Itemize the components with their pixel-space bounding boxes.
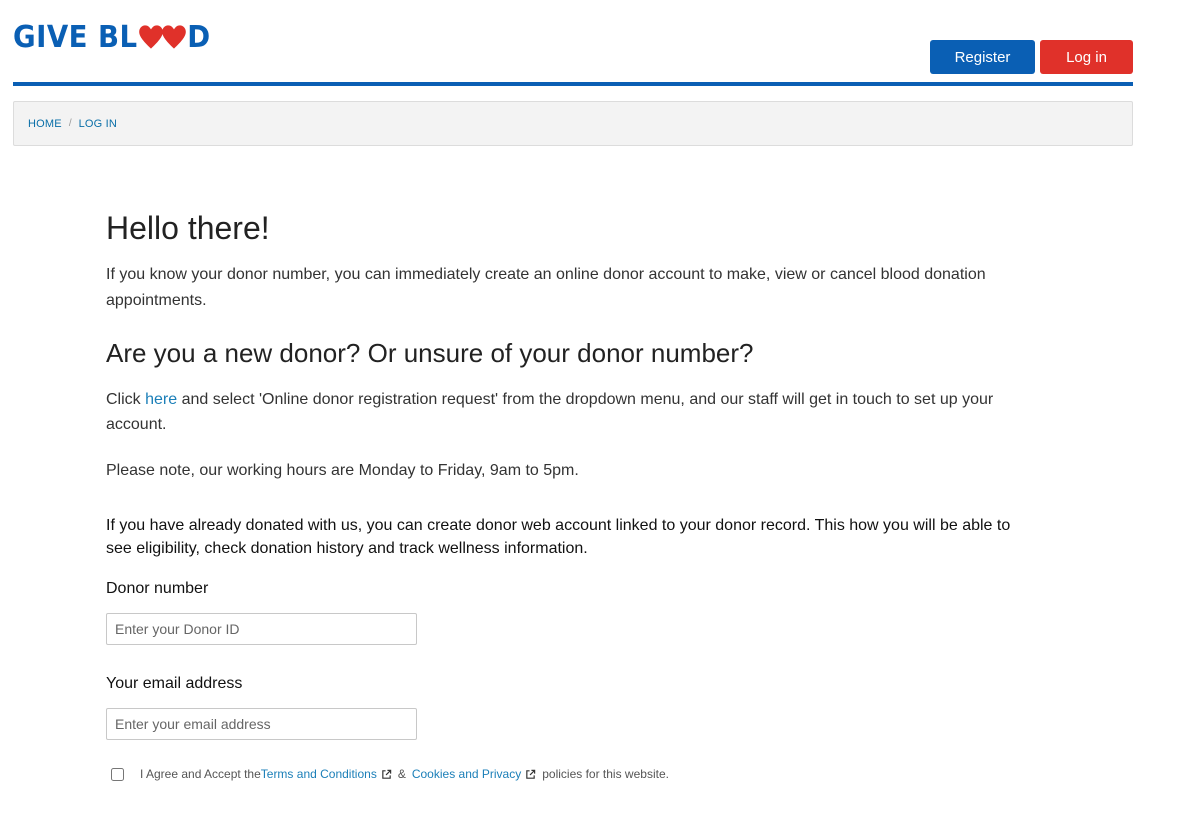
heart-icon [139, 24, 165, 50]
register-button[interactable]: Register [930, 40, 1035, 74]
donor-id-input[interactable] [106, 613, 417, 645]
breadcrumb-home-link[interactable]: HOME [28, 117, 62, 130]
click-prefix: Click [106, 391, 146, 408]
site-header [13, 0, 1133, 86]
heart-icon [162, 24, 188, 50]
existing-donor-text: If you have already donated with us, you can create donor web account linked to your donor record. This how you will be able to see eligibility, check donation history and track wellness information. [106, 517, 1011, 557]
working-hours-note: Please note, our working hours are Monday to Friday, 9am to 5pm. [106, 462, 579, 479]
privacy-link[interactable]: Cookies and Privacy [411, 767, 522, 781]
breadcrumb-separator: / [68, 118, 72, 129]
agree-prefix: I Agree and Accept the [140, 767, 261, 781]
logo-text-end: D [187, 19, 211, 55]
registration-here-link[interactable]: here [145, 391, 178, 408]
main-content [106, 208, 1026, 781]
click-suffix: and select 'Online donor registration request' from the dropdown menu, and our staff will get in touch to set up your account. [106, 391, 994, 433]
email-label: Your email address [106, 675, 243, 692]
terms-link[interactable]: Terms and Conditions [260, 767, 377, 781]
give-blood-logo[interactable] [13, 20, 211, 54]
external-link-icon [525, 769, 536, 780]
registration-instructions [106, 387, 1026, 437]
agree-suffix: policies for this website. [542, 767, 669, 781]
breadcrumb-login-link[interactable]: LOG IN [78, 117, 118, 130]
page-title: Hello there! [106, 210, 270, 246]
breadcrumb [13, 101, 1133, 146]
logo-text-start: GIVE BL [13, 19, 138, 55]
email-input[interactable] [106, 708, 417, 740]
external-link-icon [381, 769, 392, 780]
new-donor-heading: Are you a new donor? Or unsure of your donor number? [106, 338, 754, 368]
donor-number-label: Donor number [106, 580, 209, 597]
intro-text: If you know your donor number, you can immediately create an online donor account to make, view or cancel blood donation appointments. [106, 266, 986, 309]
terms-agreement [106, 767, 1026, 781]
login-button[interactable]: Log in [1040, 40, 1133, 74]
heart-icons [139, 24, 185, 50]
ampersand: & [397, 767, 406, 781]
agree-checkbox[interactable] [111, 768, 124, 781]
header-divider [13, 82, 1133, 86]
